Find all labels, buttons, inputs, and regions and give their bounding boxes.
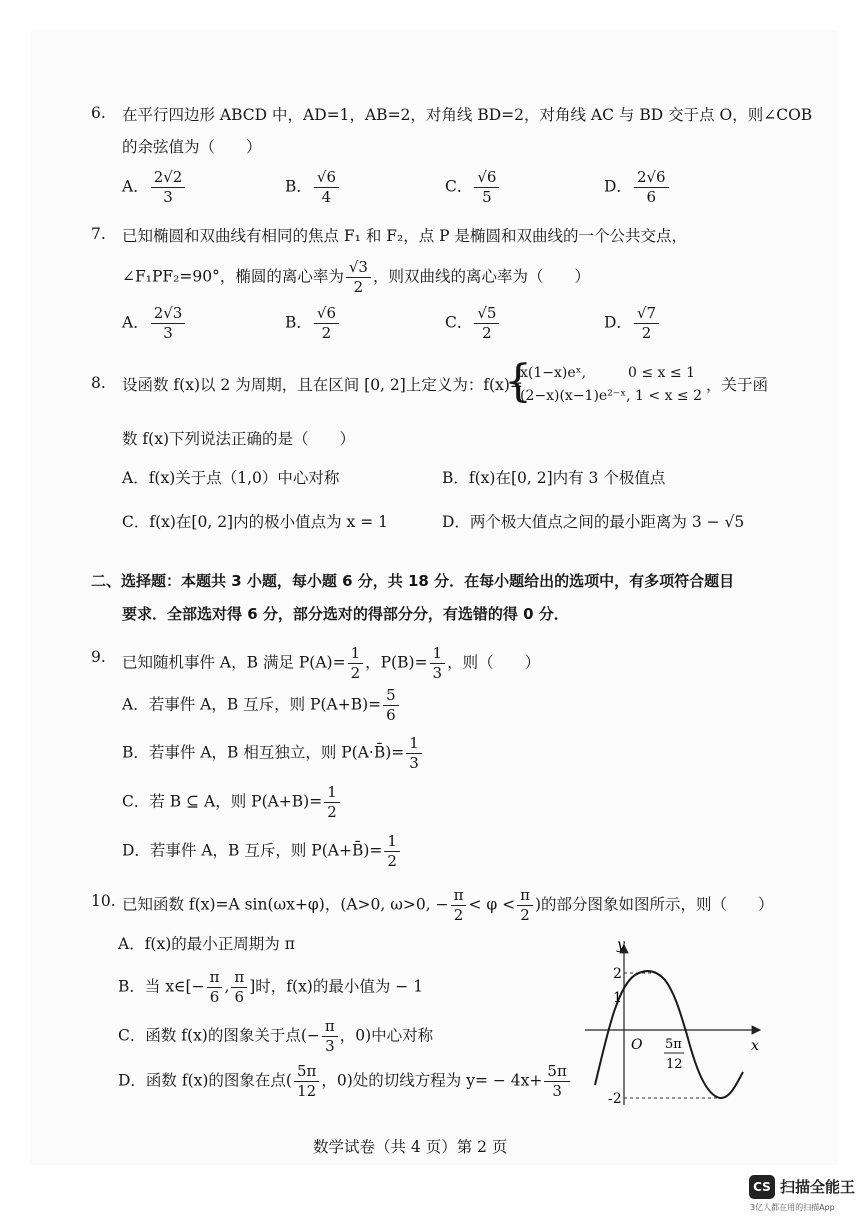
section2-heading-line1: 二、选择题：本题共 3 小题，每小题 6 分，共 18 分．在每小题给出的选项中，有多项符合题目 (91, 572, 735, 590)
q7-option-a: A． $\frac{2√3}{3}$ (122, 304, 187, 343)
q10-stem: 已知函数 f(x)=A sin(ωx+φ)，(A>0, ω>0, − $\frac{\pi}{2}$ < φ < $\frac{\pi}{2}$ )的部分图象如图所示，则（ ） (122, 886, 774, 924)
tick-1: 1 (613, 990, 622, 1006)
q10-sine-graph (575, 935, 770, 1110)
q6-option-c: C． $\frac{√6}{5}$ (445, 168, 501, 207)
q10-option-b: B．当 x∈[− $\frac{\pi}{6}$ , $\frac{\pi}{6}$ ]时，f(x)的最小值为 − 1 (118, 968, 424, 1006)
origin-label: O (631, 1037, 643, 1053)
q8-number: 8. (91, 374, 106, 392)
q9-option-d: D．若事件 A，B 互斥，则 P(A+B̄)= $\frac{1}{2}$ (122, 832, 402, 871)
q9-option-c: C．若 B ⊆ A，则 P(A+B)= $\frac{1}{2}$ (122, 783, 342, 822)
q8-stem-line1: 设函数 f(x)以 2 为周期，且在区间 [0, 2]上定义为：f(x)= (122, 376, 523, 394)
q9-number: 9. (91, 648, 106, 666)
q7-option-c: C． $\frac{√5}{2}$ (445, 304, 501, 343)
camscanner-name: 扫描全能王 (780, 1178, 856, 1196)
page-footer: 数学试卷（共 4 页）第 2 页 (313, 1138, 508, 1156)
q10-option-d: D．函数 f(x)的图象在点( $\frac{5\pi}{12}$ ，0)处的切线方程为 y= − 4x+ $\frac{5\pi}{3}$ (118, 1062, 572, 1101)
q6-stem-line2: 的余弦值为（ ） (122, 138, 262, 156)
q7-option-d: D． $\frac{√7}{2}$ (604, 304, 661, 343)
tick-neg2: -2 (608, 1091, 622, 1107)
q8-case-1: x(1−x)eˣ, 0 ≤ x ≤ 1 (520, 365, 695, 381)
q8-case-2: (2−x)(x−1)e²⁻ˣ, 1 < x ≤ 2 (520, 388, 703, 404)
x-axis-label: x (751, 1038, 759, 1054)
q8-option-c: C．f(x)在[0, 2]内的极小值点为 x = 1 (122, 513, 388, 531)
q8-stem-tail: ，关于函 (706, 376, 769, 394)
camscanner-tagline: 3亿人都在用的扫描App (750, 1203, 835, 1212)
q7-stem-line1: 已知椭圆和双曲线有相同的焦点 F₁ 和 F₂，点 P 是椭圆和双曲线的一个公共交点， (122, 227, 688, 245)
q7-stem-line2: ∠F₁PF₂=90°，椭圆的离心率为 $\frac{√3}{2}$ ，则双曲线的离心率为（ ） (122, 258, 590, 296)
y-axis-label: y (617, 937, 625, 953)
q9-option-a: A．若事件 A，B 互斥，则 P(A+B)= $\frac{5}{6}$ (122, 686, 401, 725)
x-tick-denominator: 12 (666, 1057, 683, 1072)
q10-option-a: A．f(x)的最小正周期为 π (118, 935, 295, 953)
q9-stem: 已知随机事件 A，B 满足 P(A)= $\frac{1}{2}$ ，P(B)= $\frac{1}{3}$ ，则（ ） (122, 644, 541, 682)
camscanner-logo: CS (749, 1175, 775, 1199)
x-tick-numerator: 5π (665, 1037, 682, 1052)
piecewise-brace: { (504, 356, 532, 407)
section2-heading-line2: 要求．全部选对得 6 分，部分选对的得部分分，有选错的得 0 分． (122, 605, 569, 623)
q8-option-d: D．两个极大值点之间的最小距离为 3 − √5 (442, 513, 745, 531)
q10-number: 10. (91, 892, 116, 910)
q10-option-c: C．函数 f(x)的图象关于点(− $\frac{\pi}{3}$ ，0)中心对称 (118, 1017, 434, 1055)
q6-number: 6. (91, 104, 106, 122)
q6-option-d: D． $\frac{2√6}{6}$ (604, 168, 671, 207)
q9-option-b: B．若事件 A，B 相互独立，则 P(A·B̄)= $\frac{1}{3}$ (122, 734, 424, 773)
q7-number: 7. (91, 225, 106, 243)
tick-2: 2 (613, 966, 622, 982)
q8-option-b: B．f(x)在[0, 2]内有 3 个极值点 (442, 469, 666, 487)
q8-option-a: A．f(x)关于点（1,0）中心对称 (122, 469, 340, 487)
q6-stem-line1: 在平行四边形 ABCD 中，AD=1，AB=2，对角线 BD=2，对角线 AC 与 BD 交于点 O，则∠COB (122, 106, 813, 124)
q6-option-b: B． $\frac{√6}{4}$ (285, 168, 341, 207)
q6-option-a: A． $\frac{2√2}{3}$ (122, 168, 187, 207)
q8-stem-line2: 数 f(x)下列说法正确的是（ ） (122, 430, 356, 448)
q7-option-b: B． $\frac{√6}{2}$ (285, 304, 341, 343)
